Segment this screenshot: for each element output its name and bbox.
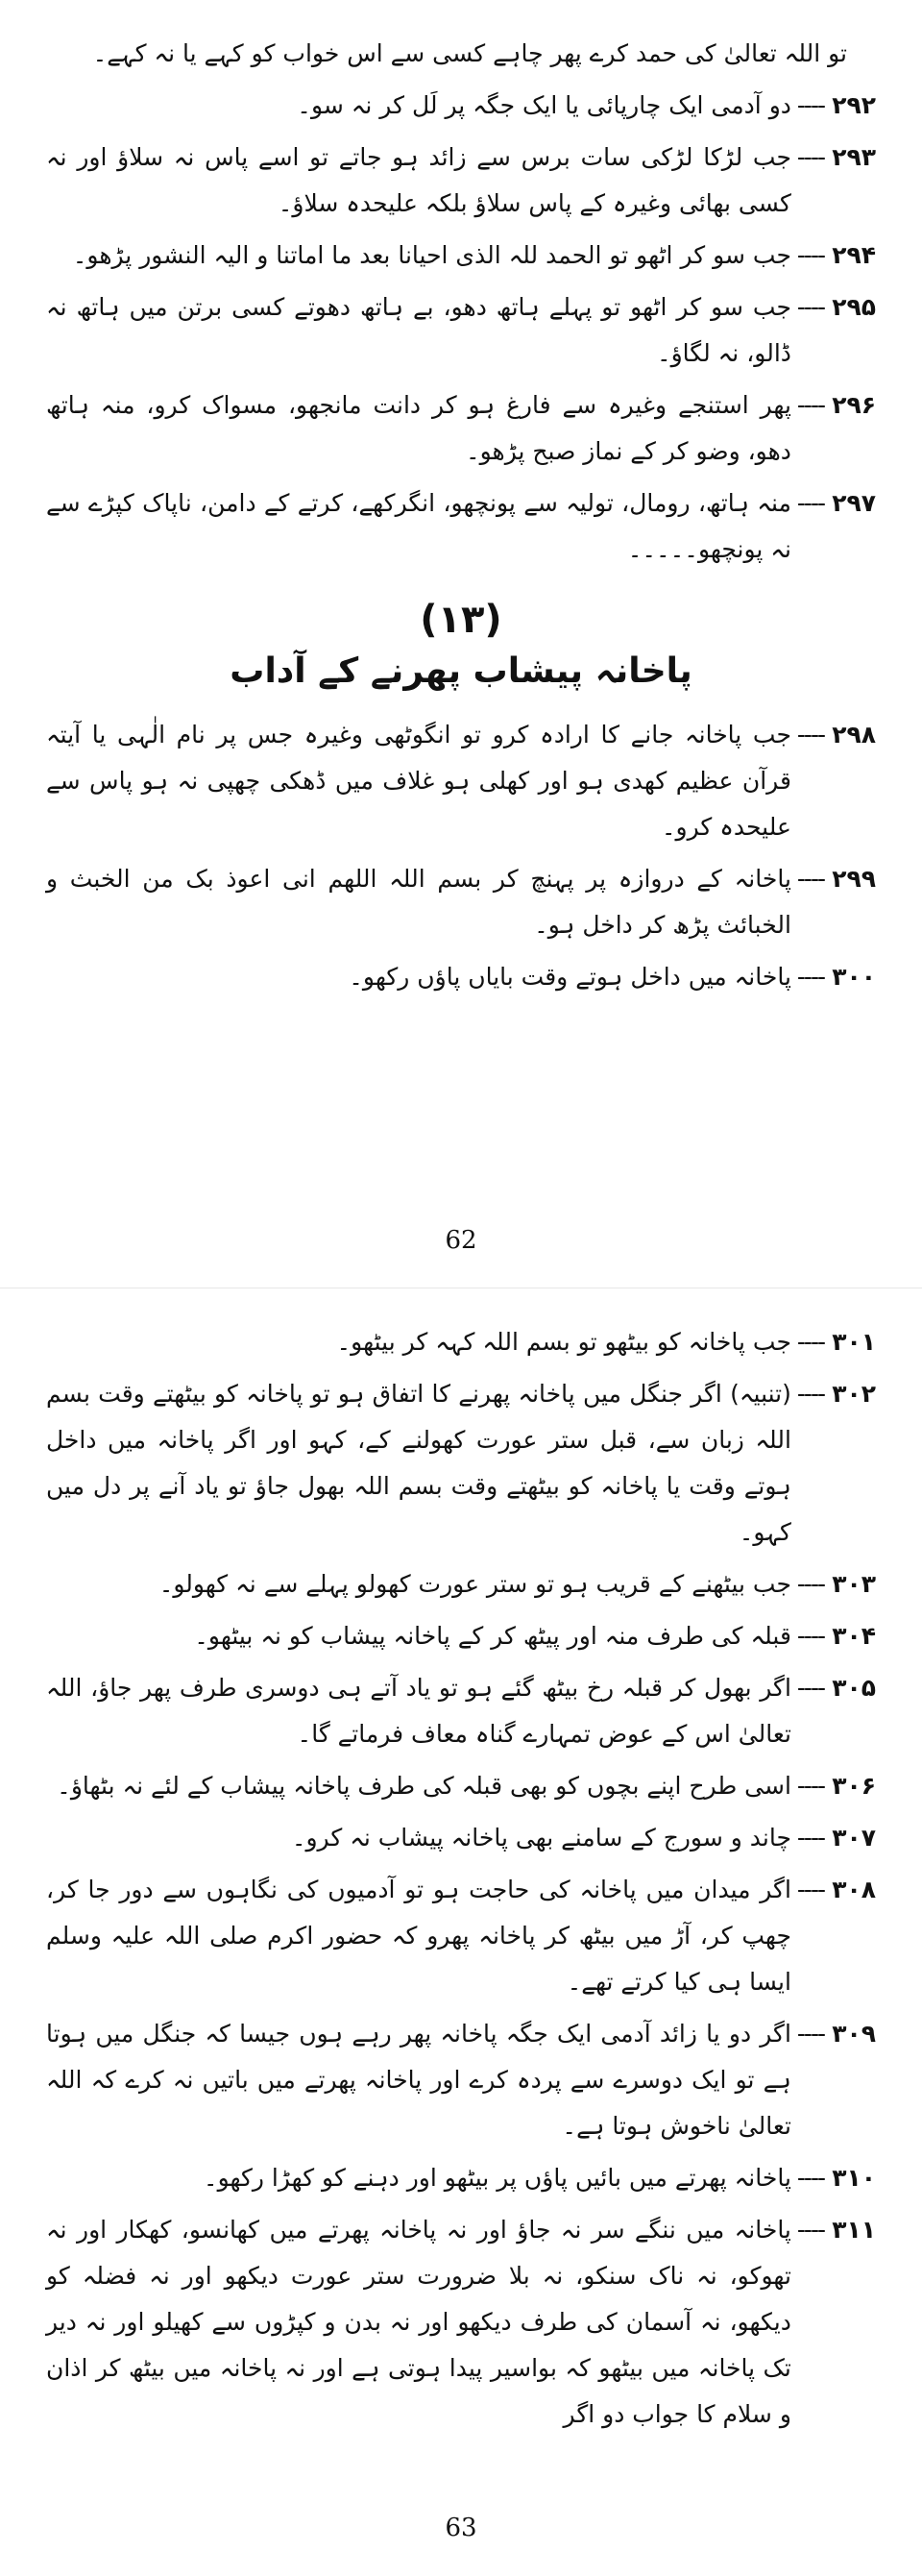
item-text: جب لڑکا لڑکی سات برس سے زائد ہو جاتے تو اسے پاس نہ سلاؤ اور نہ کسی بھائی وغیرہ کے پاس سلاؤ بلکہ علیحدہ سلاؤ۔ <box>46 143 791 217</box>
item-dash: ---- <box>796 2164 824 2192</box>
item-dash: ---- <box>796 1772 824 1800</box>
item-number: ۳۰۳ <box>832 1570 876 1598</box>
item-text: منہ ہاتھ، رومال، تولیہ سے پونچھو، انگرکھے، کرتے کے دامن، ناپاک کپڑے سے نہ پونچھو۔۔۔۔۔ <box>46 489 791 563</box>
item-text: اگر دو یا زائد آدمی ایک جگہ پاخانہ پھر رہے ہوں جیسا کہ جنگل میں ہوتا ہے تو ایک دوسرے سے پردہ کرے اور پاخانہ پھرتے میں باتیں نہ کرے کہ اللہ تعالیٰ ناخوش ہوتا ہے۔ <box>46 2020 791 2140</box>
item-text: جب بیٹھنے کے قریب ہو تو ستر عورت کھولو پہلے سے نہ کھولو۔ <box>158 1570 791 1598</box>
item-number: ۲۹۲ <box>832 91 876 119</box>
item-text: پھر استنجے وغیرہ سے فارغ ہو کر دانت مانجھو، مسواک کرو، منہ ہاتھ دھو، وضو کر کے نماز صبح پڑھو۔ <box>46 391 791 465</box>
item-text: قبلہ کی طرف منہ اور پیٹھ کر کے پاخانہ پیشاب کو نہ بیٹھو۔ <box>194 1622 791 1650</box>
item-dash: ---- <box>796 1328 824 1356</box>
item-text: جب پاخانہ کو بیٹھو تو بسم اللہ کہہ کر بیٹھو۔ <box>336 1328 791 1356</box>
item-dash: ---- <box>796 91 824 119</box>
item-number: ۳۰۱ <box>832 1328 876 1356</box>
page-62-content <box>46 31 876 1006</box>
item-number: ۳۰۶ <box>832 1772 876 1800</box>
list-item <box>46 1371 876 1556</box>
list-item <box>46 1815 876 1861</box>
item-text: (تنبیہ) اگر جنگل میں پاخانہ پھرنے کا اتفاق ہو تو پاخانہ کو بیٹھتے وقت بسم اللہ زبان سے، قبل ستر عورت کھولنے کے، کہو اور اگر پاخانہ میں داخل ہوتے وقت یا پاخانہ کو بیٹھتے وقت بسم اللہ بھول جاؤ تو یاد آنے پر دل میں کہو۔ <box>46 1380 791 1546</box>
page-number: 63 <box>445 2514 477 2542</box>
item-number: ۳۰۲ <box>832 1380 876 1408</box>
item-text: اگر میدان میں پاخانہ کی حاجت ہو تو آدمیوں کی نگاہوں سے دور جا کر، چھپ کر، آڑ میں بیٹھ کر پاخانہ پھرو کہ حضور اکرم صلی اللہ علیہ وسلم ایسا ہی کیا کرتے تھے۔ <box>46 1876 791 1996</box>
item-number: ۳۱۰ <box>832 2164 876 2192</box>
item-text: اگر بھول کر قبلہ رخ بیٹھ گئے ہو تو یاد آتے ہی دوسری طرف پھر جاؤ، اللہ تعالیٰ اس کے عوض تمہارے گناہ معاف فرماتے گا۔ <box>46 1674 791 1748</box>
item-number: ۳۰۴ <box>832 1622 876 1650</box>
item-number: ۲۹۵ <box>832 293 876 321</box>
item-number: ۲۹۷ <box>832 489 876 517</box>
item-text: اسی طرح اپنے بچوں کو بھی قبلہ کی طرف پاخانہ پیشاب کے لئے نہ بٹھاؤ۔ <box>57 1772 791 1800</box>
item-number: ۳۰۸ <box>832 1876 876 1903</box>
item-number: ۳۰۰ <box>832 963 876 991</box>
list-item <box>46 712 876 850</box>
intro-line: تو اللہ تعالیٰ کی حمد کرے پھر چاہے کسی سے اس خواب کو کہے یا نہ کہے۔ <box>92 39 847 67</box>
list-item <box>46 83 876 129</box>
list-item <box>46 480 876 573</box>
item-dash: ---- <box>796 489 824 517</box>
list-item <box>46 1665 876 1757</box>
chapter-number: (۱۳) <box>420 598 502 642</box>
list-item <box>46 1319 876 1365</box>
item-text: جب سو کر اٹھو تو پہلے ہاتھ دھو، بے ہاتھ دھوتے کسی برتن میں ہاتھ نہ ڈالو، نہ لگاؤ۔ <box>46 293 791 367</box>
item-dash: ---- <box>796 241 824 269</box>
list-item <box>46 382 876 475</box>
page-63-content <box>46 1319 876 2443</box>
item-text: پاخانہ پھرتے میں بائیں پاؤں پر بیٹھو اور دہنے کو کھڑا رکھو۔ <box>203 2164 791 2192</box>
item-text: پاخانہ میں ننگے سر نہ جاؤ اور نہ پاخانہ پھرتے میں کھانسو، کھکار اور نہ تھوکو، نہ ناک سنکو، نہ بلا ضرورت ستر عورت دیکھو اور نہ فضلہ کو دیکھو، نہ آسمان کی طرف دیکھو اور نہ بدن و کپڑوں سے کھیلو اور نہ دیر تک پاخانہ میں بیٹھو کہ بواسیر پیدا ہوتی ہے اور نہ پاخانہ میں بیٹھ کر اذان و سلام کا جواب دو اگر <box>46 2216 791 2428</box>
item-dash: ---- <box>796 1824 824 1852</box>
item-number: ۲۹۹ <box>832 865 876 893</box>
item-number: ۲۹۳ <box>832 143 876 171</box>
item-number: ۲۹۶ <box>832 391 876 419</box>
item-dash: ---- <box>796 293 824 321</box>
item-dash: ---- <box>796 1570 824 1598</box>
item-dash: ---- <box>796 1622 824 1650</box>
page-63 <box>0 1288 922 2575</box>
list-item <box>46 2011 876 2149</box>
list-item <box>46 135 876 227</box>
page-number: 62 <box>445 1226 477 1255</box>
list-item <box>46 954 876 1000</box>
item-text: چاند و سورج کے سامنے بھی پاخانہ پیشاب نہ کرو۔ <box>291 1824 791 1852</box>
item-dash: ---- <box>796 1380 824 1408</box>
item-number: ۳۱۱ <box>832 2216 876 2244</box>
item-dash: ---- <box>796 1876 824 1903</box>
item-number: ۳۰۵ <box>832 1674 876 1702</box>
chapter-title: پاخانہ پیشاب پھرنے کے آداب <box>230 651 692 691</box>
item-dash: ---- <box>796 865 824 893</box>
item-number: ۳۰۷ <box>832 1824 876 1852</box>
list-item <box>46 284 876 377</box>
list-item <box>46 2207 876 2438</box>
item-dash: ---- <box>796 963 824 991</box>
item-text: پاخانہ کے دروازہ پر پہنچ کر بسم اللہ اللھم انی اعوذ بک من الخبث و الخبائث پڑھ کر داخل ہو۔ <box>46 865 791 939</box>
item-number: ۲۹۴ <box>832 241 876 269</box>
item-text: جب پاخانہ جانے کا ارادہ کرو تو انگوٹھی وغیرہ جس پر نام الٰہی یا آیتہ قرآن عظیم کھدی ہو اور کھلی ہو غلاف میں ڈھکی چھپی نہ ہو پاس سے علیحدہ کرو۔ <box>46 721 791 841</box>
item-number: ۳۰۹ <box>832 2020 876 2048</box>
list-item <box>46 1613 876 1659</box>
list-item <box>46 1867 876 2005</box>
list-item <box>46 233 876 279</box>
item-dash: ---- <box>796 1674 824 1702</box>
item-text: جب سو کر اٹھو تو الحمد للہ الذی احیانا بعد ما اماتنا و الیہ النشور پڑھو۔ <box>72 241 791 269</box>
item-dash: ---- <box>796 2216 824 2244</box>
list-item <box>46 856 876 948</box>
item-dash: ---- <box>796 391 824 419</box>
item-dash: ---- <box>796 143 824 171</box>
list-item <box>46 1763 876 1809</box>
list-item <box>46 2155 876 2201</box>
item-text: پاخانہ میں داخل ہوتے وقت بایاں پاؤں رکھو۔ <box>349 963 791 991</box>
item-number: ۲۹۸ <box>832 721 876 748</box>
list-item <box>46 1561 876 1607</box>
item-dash: ---- <box>796 2020 824 2048</box>
item-dash: ---- <box>796 721 824 748</box>
item-text: دو آدمی ایک چارپائی یا ایک جگہ پر لَل کر نہ سو۔ <box>297 91 791 119</box>
